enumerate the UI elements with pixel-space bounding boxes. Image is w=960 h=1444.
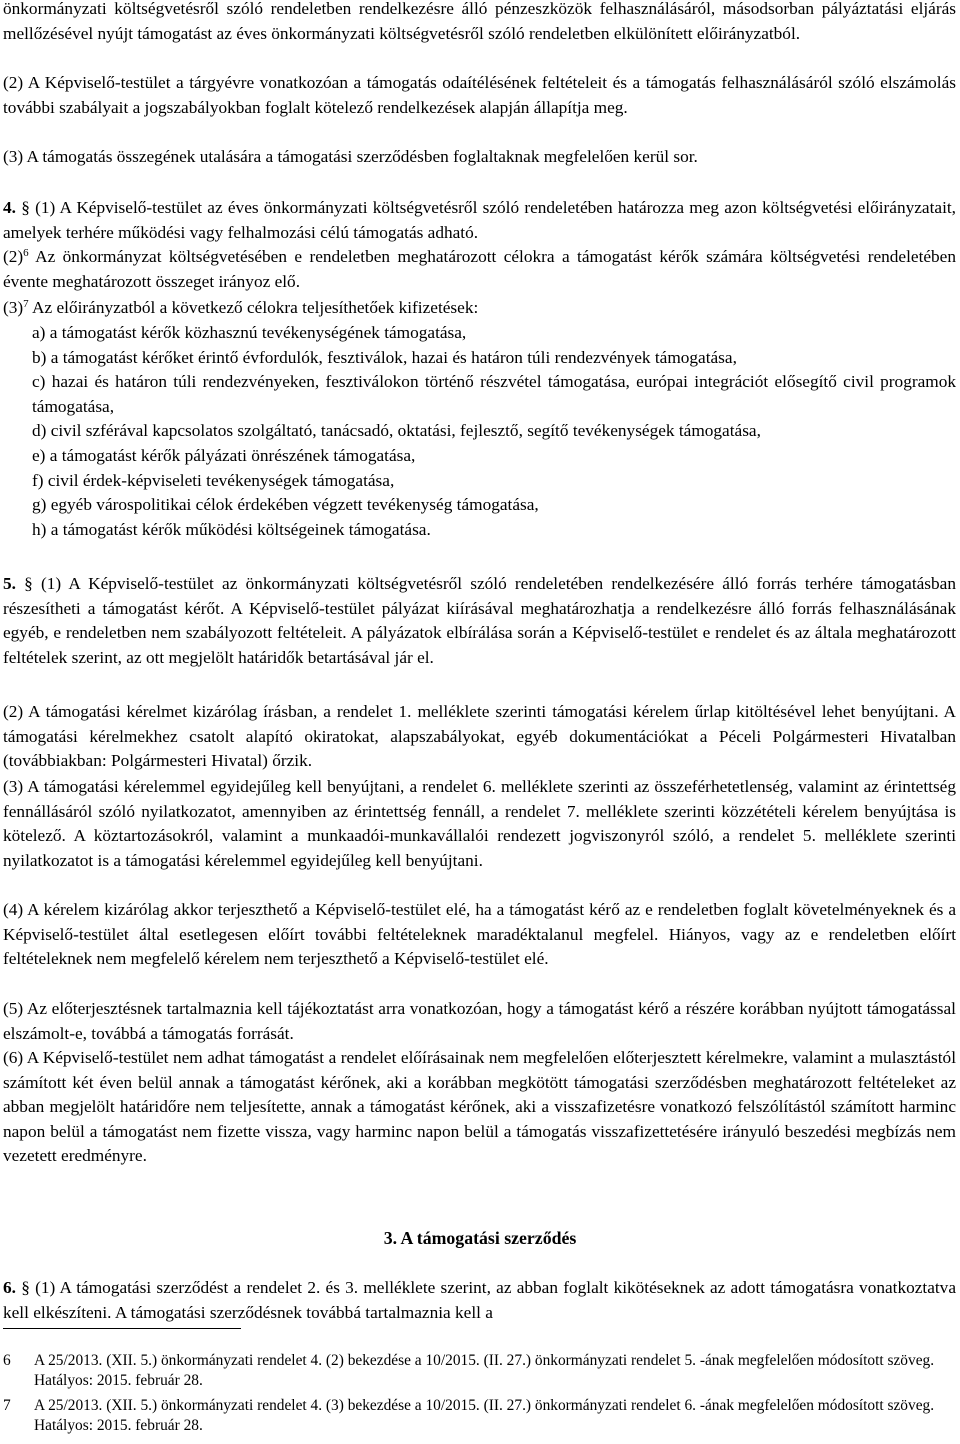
section-6-p1-text: (1) A támogatási szerződést a rendelet 2. és 3. melléklete szerint, az abban foglalt kikötéseknek az adott támogatásra vonatkoztatva kell elkészíteni. A támogatási szerződésnek továbbá tartalmaznia kell a	[3, 1278, 956, 1322]
section-4-paragraph-3	[3, 296, 956, 321]
list-item: e) a támogatást kérők pályázati önrészének támogatása,	[32, 445, 416, 465]
para-number: (2)	[3, 247, 24, 266]
list-item	[32, 370, 956, 419]
list-item: h) a támogatást kérők működési költségeinek támogatása.	[32, 519, 431, 539]
section-symbol: §	[21, 1278, 30, 1297]
section-5-paragraph-5: (5) Az előterjesztésnek tartalmaznia kell tájékoztatást arra vonatkozóan, hogy a támogatást kérő a részére korábban nyújtott támogatással elszámolt-e, továbbá a támogatás forrását.	[3, 999, 956, 1043]
section-5-paragraph-4: (4) A kérelem kizárólag akkor terjeszthető a Képviselő-testület elé, ha a támogatást kérő az e rendeletben foglalt követelményeknek és a Képviselő-testület által esetlegesen előírt további feltételeknek maradéktalanul megfelel. Hiányos, vagy az e rendeletben előírt feltételeknek nem megfelelő kérelem nem terjeszthető a Képviselő-testület elé.	[3, 900, 956, 969]
list-item: g) egyéb várospolitikai célok érdekében végzett tevékenység támogatása,	[32, 495, 539, 515]
footnote-6	[3, 1351, 956, 1390]
section-symbol: §	[24, 574, 33, 593]
section-5-p1-text: (1) A Képviselő-testület az önkormányzati költségvetésről szóló rendeletében rendelkezésére álló forrás terhére támogatásban részesítheti a támogatást kérőt. A Képviselő-testület pályázat kiírásával meghatározhatja a rendelkezésre álló forrás felhasználásának egyéb, e rendeletben nem szabályozott feltételeit. A pályázatok elbírálása során a Képviselő-testület e rendelet és az általa meghatározott feltételek szerint, az ott megjelölt határidők betartásával jár el.	[3, 574, 956, 667]
paragraph-3-3: (3) A támogatás összegének utalására a támogatási szerződésben foglaltaknak megfelelően kerül sor.	[3, 147, 698, 166]
section-5-paragraph-1	[3, 572, 956, 670]
paragraph-3-2: (2) A Képviselő-testület a tárgyévre vonatkozóan a támogatás odaítélésének feltételeit és a támogatás felhasználásáról szóló elszámolás további szabályait a jogszabályokban foglalt kötelező rendelkezések alapján állapítja meg.	[3, 73, 956, 117]
section-number: 4.	[3, 198, 16, 217]
section-5-paragraph-6: (6) A Képviselő-testület nem adhat támogatást a rendelet előírásainak nem megfelelően előterjesztett kérelmekre, valamint a mulasztástól számított két éven belül annak a támogatást kérőnek, aki a korábban megkötött támogatási szerződésben meghatározott feltételeket az abban megjelölt határidőre nem teljesítette, annak a támogatást kérőnek, aki a visszafizetésre vonatkozó felszólítástól számított harminc napon belül a támogatást nem fizette vissza, vagy harminc napon belül a támogatás visszafizettetésére irányuló beszedési megbízás nem vezetett eredményre.	[3, 1048, 956, 1166]
section-heading: 3. A támogatási szerződés	[383, 1228, 577, 1248]
section-6-paragraph-1	[3, 1276, 956, 1325]
section-4-paragraph-1	[3, 196, 956, 245]
paragraph-continuation: önkormányzati költségvetésről szóló rendeletben rendelkezésre álló pénzeszközök felhasználásáról, másodsorban pályáztatási eljárás mellőzésével nyújt támogatást az éves önkormányzati költségvetésről szóló rendeletben elkülönített előirányzatból.	[3, 0, 956, 43]
section-4-list	[32, 321, 956, 542]
footnote-text: A 25/2013. (XII. 5.) önkormányzati rendelet 4. (3) bekezdése a 10/2015. (II. 27.) önkormányzati rendelet 6. -ának megfelelően módosított szöveg. Hatályos: 2015. február 28.	[34, 1397, 935, 1434]
section-number: 5.	[3, 574, 16, 593]
footnote-7	[3, 1396, 956, 1435]
para-number: (3)	[3, 298, 24, 317]
footnote-text: A 25/2013. (XII. 5.) önkormányzati rendelet 4. (2) bekezdése a 10/2015. (II. 27.) önkormányzati rendelet 5. -ának megfelelően módosított szöveg. Hatályos: 2015. február 28.	[34, 1352, 935, 1389]
footnote-ref-7[interactable]: 7	[23, 298, 29, 310]
section-5-paragraph-2: (2) A támogatási kérelmet kizárólag írásban, a rendelet 1. melléklete szerinti támogatási kérelem űrlap kitöltésével lehet benyújtani. A támogatási kérelmekhez csatolt alapító okiratokat, alapszabályokat, egyéb dokumentációkat a Péceli Polgármesteri Hivatalban (továbbiakban: Polgármesteri Hivatal) őrzik.	[3, 702, 956, 771]
section-symbol: §	[21, 198, 30, 217]
footnote-divider	[3, 1328, 241, 1329]
list-item: f) civil érdek-képviseleti tevékenységek támogatása,	[32, 470, 395, 490]
list-item: a) a támogatást kérők közhasznú tevékenységének támogatása,	[32, 323, 467, 342]
footnote-number: 6	[3, 1352, 11, 1369]
list-item-text: c) hazai és határon túli rendezvényeken, fesztiválokon történő részvétel támogatása, európai integrációt elősegítő civil programok támogatása,	[32, 372, 956, 416]
footnote-number: 7	[3, 1397, 11, 1414]
section-4-p1-text: (1) A Képviselő-testület az éves önkormányzati költségvetésről szóló rendeletében határozza meg azon költségvetési előirányzatait, amelyek terhére működési vagy felhalmozási célú támogatás adható.	[3, 198, 956, 242]
section-4-paragraph-2	[3, 245, 956, 294]
list-item: d) civil szférával kapcsolatos szolgáltató, tanácsadó, oktatási, fejlesztő, segítő tevékenységek támogatása,	[32, 421, 761, 441]
section-number: 6.	[3, 1278, 16, 1297]
list-item: b) a támogatást kérőket érintő évfordulók, fesztiválok, hazai és határon túli rendezvények támogatása,	[32, 347, 737, 367]
section-5-paragraph-3: (3) A támogatási kérelemmel egyidejűleg kell benyújtani, a rendelet 6. melléklete szerinti az összeférhetetlenség, valamint az érintettség fennállásáról szóló nyilatkozatot, amennyiben az érintettség fennáll, a rendelet 7. melléklete szerinti közzétételi kérelem benyújtása is kötelező. A köztartozásokról, valamint a munkaadói-munkavállalói rendezett jogviszonyról szóló, a rendelet 5. melléklete szerinti nyilatkozatot is a támogatási kérelemmel egyidejűleg kell benyújtani.	[3, 777, 956, 870]
section-4-p3-text: Az előirányzatból a következő célokra teljesíthetőek kifizetések:	[28, 298, 479, 317]
section-4-p2-text: Az önkormányzat költségvetésében e rendeletben meghatározott célokra a támogatást kérők számára költségvetési rendeletében évente meghatározott összeget irányoz elő.	[3, 247, 956, 291]
footnote-ref-6[interactable]: 6	[23, 247, 29, 259]
